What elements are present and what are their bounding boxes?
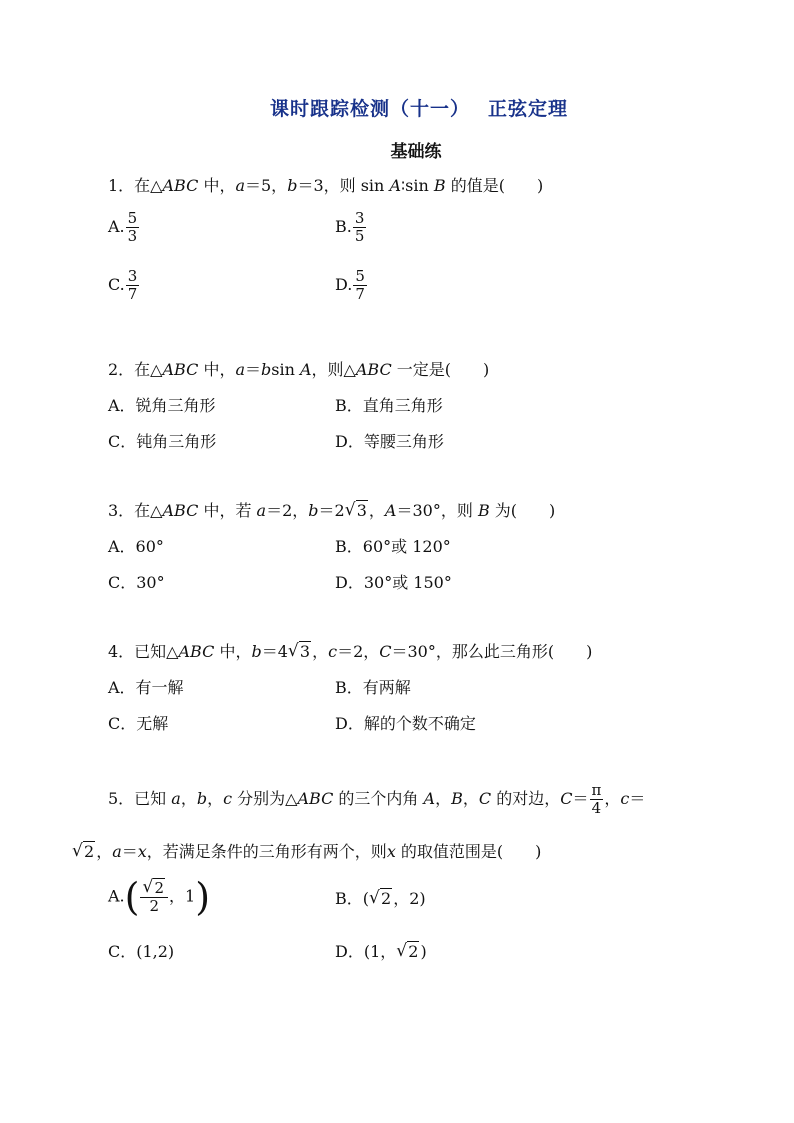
q3-option-c[interactable]: C．30° <box>108 573 165 592</box>
q1-option-d[interactable]: D. $\frac{5}{7}$ <box>335 267 365 303</box>
q2-option-d[interactable]: D．等腰三角形 <box>335 432 444 451</box>
q2-option-c[interactable]: C．钝角三角形 <box>108 432 217 451</box>
question-3: 3．在△ABC 中，若 a＝2，b＝2 √ 3 ，A＝30°，则 B 为( ) <box>108 500 556 520</box>
q3-option-d[interactable]: D．30°或 150° <box>335 573 452 592</box>
fraction: $\frac{3}{7}$ <box>127 267 138 303</box>
sqrt: √ 2 <box>369 888 392 908</box>
q5-option-d[interactable]: D．(1， √ 2 ) <box>335 941 427 961</box>
q4-option-d[interactable]: D．解的个数不确定 <box>335 714 476 733</box>
sqrt: √ 3 <box>287 641 311 661</box>
fraction: $\frac{5}{7}$ <box>355 267 365 303</box>
q4-option-c[interactable]: C．无解 <box>108 714 169 733</box>
q5-option-a[interactable]: A.( √ 2 2 ，1) <box>108 875 211 919</box>
q5-option-c[interactable]: C．(1,2) <box>108 942 175 961</box>
sqrt: √ 2 <box>142 876 165 897</box>
q3-option-a[interactable]: A．60° <box>108 537 164 556</box>
question-5-line-2: √ 2 ，a＝x，若满足条件的三角形有两个，则x 的取值范围是( ) <box>72 841 542 861</box>
q4-option-b[interactable]: B．有两解 <box>335 678 411 697</box>
page-title: 课时跟踪检测（十一） 正弦定理 <box>269 98 569 120</box>
fraction: √ 2 2 <box>140 880 168 915</box>
q1-option-a[interactable]: A. $\frac{5}{3}$ <box>108 209 138 245</box>
q2-option-a[interactable]: A．锐角三角形 <box>108 396 216 415</box>
sqrt: √ 2 <box>396 941 419 961</box>
q1-option-b[interactable]: B. $\frac{3}{5}$ <box>335 209 365 245</box>
section-heading: 基础练 <box>390 142 442 162</box>
fraction-pi-over-4: $\frac{\pi}{4}$ <box>591 781 602 817</box>
q5-option-b[interactable]: B．( √ 2 ，2) <box>335 888 426 908</box>
question-5-line-1: 5．已知 a，b，c 分别为△ABC 的三个内角 A，B，C 的对边，C＝ $\frac{\pi}{4}$ ，c＝ <box>108 781 646 817</box>
question-1: 1．在△ABC 中，a＝5，b＝3，则 sin A∶sin B 的值是( ) <box>108 176 544 195</box>
question-2: 2．在△ABC 中，a＝bsin A，则△ABC 一定是( ) <box>108 360 490 379</box>
q4-option-a[interactable]: A．有一解 <box>108 678 184 697</box>
fraction: $\frac{5}{3}$ <box>127 209 138 245</box>
q1-option-c[interactable]: C. $\frac{3}{7}$ <box>108 267 138 303</box>
q3-option-b[interactable]: B．60°或 120° <box>335 537 451 556</box>
question-4: 4．已知△ABC 中，b＝4 √ 3 ，c＝2，C＝30°，那么此三角形( ) <box>108 641 593 661</box>
sqrt: √ 2 <box>72 841 95 861</box>
fraction: $\frac{3}{5}$ <box>354 209 365 245</box>
sqrt: √ 3 <box>344 500 367 520</box>
q2-option-b[interactable]: B．直角三角形 <box>335 396 443 415</box>
